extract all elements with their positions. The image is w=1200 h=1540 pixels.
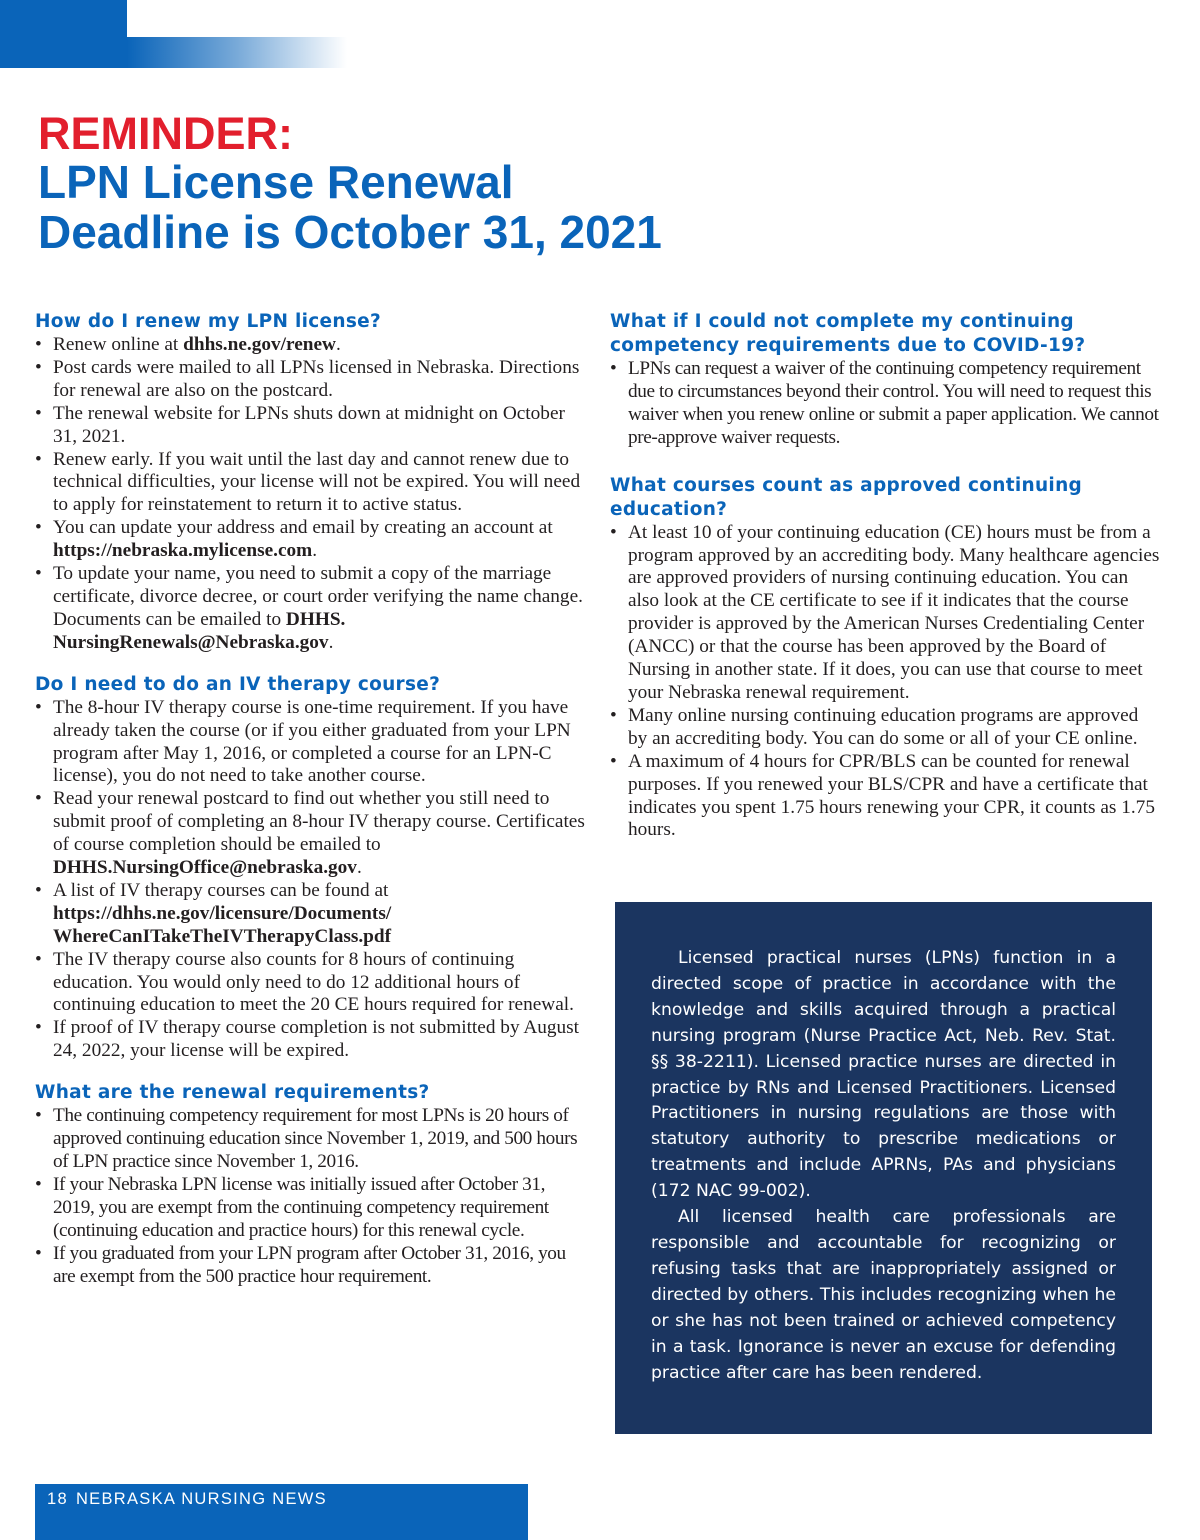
list-item: • Renew early. If you wait until the last day and cannot renew due to technical difficulties, your license will not be expired. You will need to apply for reinstatement to return it to active status. [35,449,590,518]
title-line-2: Deadline is October 31, 2021 [38,206,662,258]
lpn-scope-callout-box [615,902,1152,1434]
renew-url[interactable]: dhhs.ne.gov/renew [183,334,336,355]
list-item: • Post cards were mailed to all LPNs licensed in Nebraska. Directions for renewal are also on the postcard. [35,357,590,403]
list-item: • The IV therapy course also counts for 8 hours of continuing education. You would only need to do 12 additional hours of continuing education to meet the 20 CE hours required for renewal. [35,949,590,1018]
page-title [38,110,1158,257]
bullet-text: You can update your address and email by creating an account at [53,517,553,539]
section-heading-renew: How do I renew my LPN license? [35,311,382,332]
title-reminder: REMINDER: [38,108,293,159]
renew-list [35,334,590,655]
list-item: • If proof of IV therapy course completion is not submitted by August 24, 2022, your license will be expired. [35,1017,590,1063]
page-footer [35,1484,528,1540]
bullet-text: Read your renewal postcard to find out whether you still need to submit proof of completing an 8-hour IV therapy course. Certificates of course completion should be emailed to [53,788,585,856]
covid-list [610,358,1162,450]
right-column [610,310,1162,842]
bullet-text: . [328,631,334,653]
list-item: • The 8-hour IV therapy course is one-time requirement. If you have already taken the course (or if you either graduated from your LPN program after May 1, 2016, or completed a course for an LPN-C license), you do not need to take another course. [35,697,590,789]
list-item: • Many online nursing continuing education programs are approved by an accrediting body. You can do some or all of your CE online. [610,705,1162,751]
nursingoffice-email[interactable]: DHHS.NursingOffice@nebraska.gov [53,857,357,879]
callout-paragraph-2: All licensed health care professionals are responsible and accountable for recognizing or refusing tasks that are inappropriately assigned or directed by others. This includes recognizing when he or she has not been trained or achieved competency in a task. Ignorance is never an excuse for defending practice after care has been rendered. [651,1207,1116,1383]
iv-courses-url[interactable]: https://dhhs.ne.gov/licensure/Documents/ WhereCanITakeTheIVTherapyClass.pdf [53,902,392,947]
iv-list [35,697,590,1064]
list-item: • At least 10 of your continuing education (CE) hours must be from a program approved by an accrediting body. Many healthcare agencies are approved providers of nursing continuing education. You can also look at the CE certificate to see if it indicates that the course provider is approved by the American Nurses Credentialing Center (ANCC) or that the course has been approved by the Board of Nursing in another state. If it does, you can use that course to meet your Nebraska renewal requirement. [610,522,1162,705]
list-item: • A maximum of 4 hours for CPR/BLS can be counted for renewal purposes. If you renewed your BLS/CPR and have a certificate that indicates you spent 1.75 hours renewing your CPR, it counts as 1.75 hours. [610,751,1162,843]
footer-text [47,1490,335,1509]
bullet-text: To update your name, you need to submit a copy of the marriage certificate, divorce decree, or court order verifying the name change. Documents can be emailed to [53,563,583,630]
courses-list [610,522,1162,843]
mylicense-url[interactable]: https://nebraska.mylicense.com [53,540,313,562]
page-number: 18 [47,1490,68,1508]
list-item: • LPNs can request a waiver of the continuing competency requirement due to circumstances beyond their control. You will need to request this waiver when you renew online or submit a paper application. We cannot pre-approve waiver requests. [610,358,1162,450]
spacer [610,450,1162,474]
spacer [35,1063,590,1081]
requirements-list [35,1105,590,1288]
left-column [35,310,590,1288]
bullet-text: . [356,857,362,879]
bullet-text: Renew online at [53,334,184,355]
list-item [35,563,590,655]
section-heading-covid [610,310,1162,358]
callout-paragraph-1: Licensed practical nurses (LPNs) function in a directed scope of practice in accordance with the knowledge and skills acquired through a practical nursing program (Nurse Practice Act, Neb. Rev. Stat. §§ 38-2211). Licensed practice nurses are directed in practice by RNs and Licensed Practitioners. Licensed Practitioners in nursing regulations are those with statutory authority to prescribe medications or treatments and include APRNs, PAs and physicians (172 NAC 99-002). [651,948,1116,1202]
bullet-text: A list of IV therapy courses can be found at [53,879,389,901]
list-item: • The renewal website for LPNs shuts down at midnight on October 31, 2021. [35,403,590,449]
header-color-block [0,0,127,68]
bullet-text: . [312,540,318,562]
list-item: • The continuing competency requirement for most LPNs is 20 hours of approved continuing education since November 1, 2019, and 500 hours of LPN practice since November 1, 2016. [35,1105,590,1174]
publication-name: NEBRASKA NURSING NEWS [75,1490,327,1508]
list-item: • If you graduated from your LPN program after October 31, 2016, you are exempt from the 500 practice hour requirement. [35,1243,590,1289]
header-gradient-bar [127,37,347,68]
heading-line: What courses count as approved continuing [610,474,1083,496]
renewals-email[interactable]: DHHS. NursingRenewals@Nebraska.gov [53,608,346,653]
list-item: • If your Nebraska LPN license was initially issued after October 31, 2019, you are exempt from the continuing competency requirement (continuing education and practice hours) for this renewal cycle. [35,1174,590,1243]
section-heading-courses [610,474,1162,522]
title-line-1: LPN License Renewal [38,156,514,208]
section-heading-iv: Do I need to do an IV therapy course? [35,673,441,695]
heading-line: What if I could not complete my continuing [610,311,1074,332]
section-heading-requirements: What are the renewal requirements? [35,1082,430,1104]
list-item [35,334,590,357]
heading-line: competency requirements due to COVID-19? [610,335,1086,356]
list-item [35,880,590,949]
spacer [35,655,590,673]
bullet-text: . [335,334,341,355]
list-item [35,517,590,563]
heading-line: education? [610,498,728,520]
list-item [35,788,590,880]
